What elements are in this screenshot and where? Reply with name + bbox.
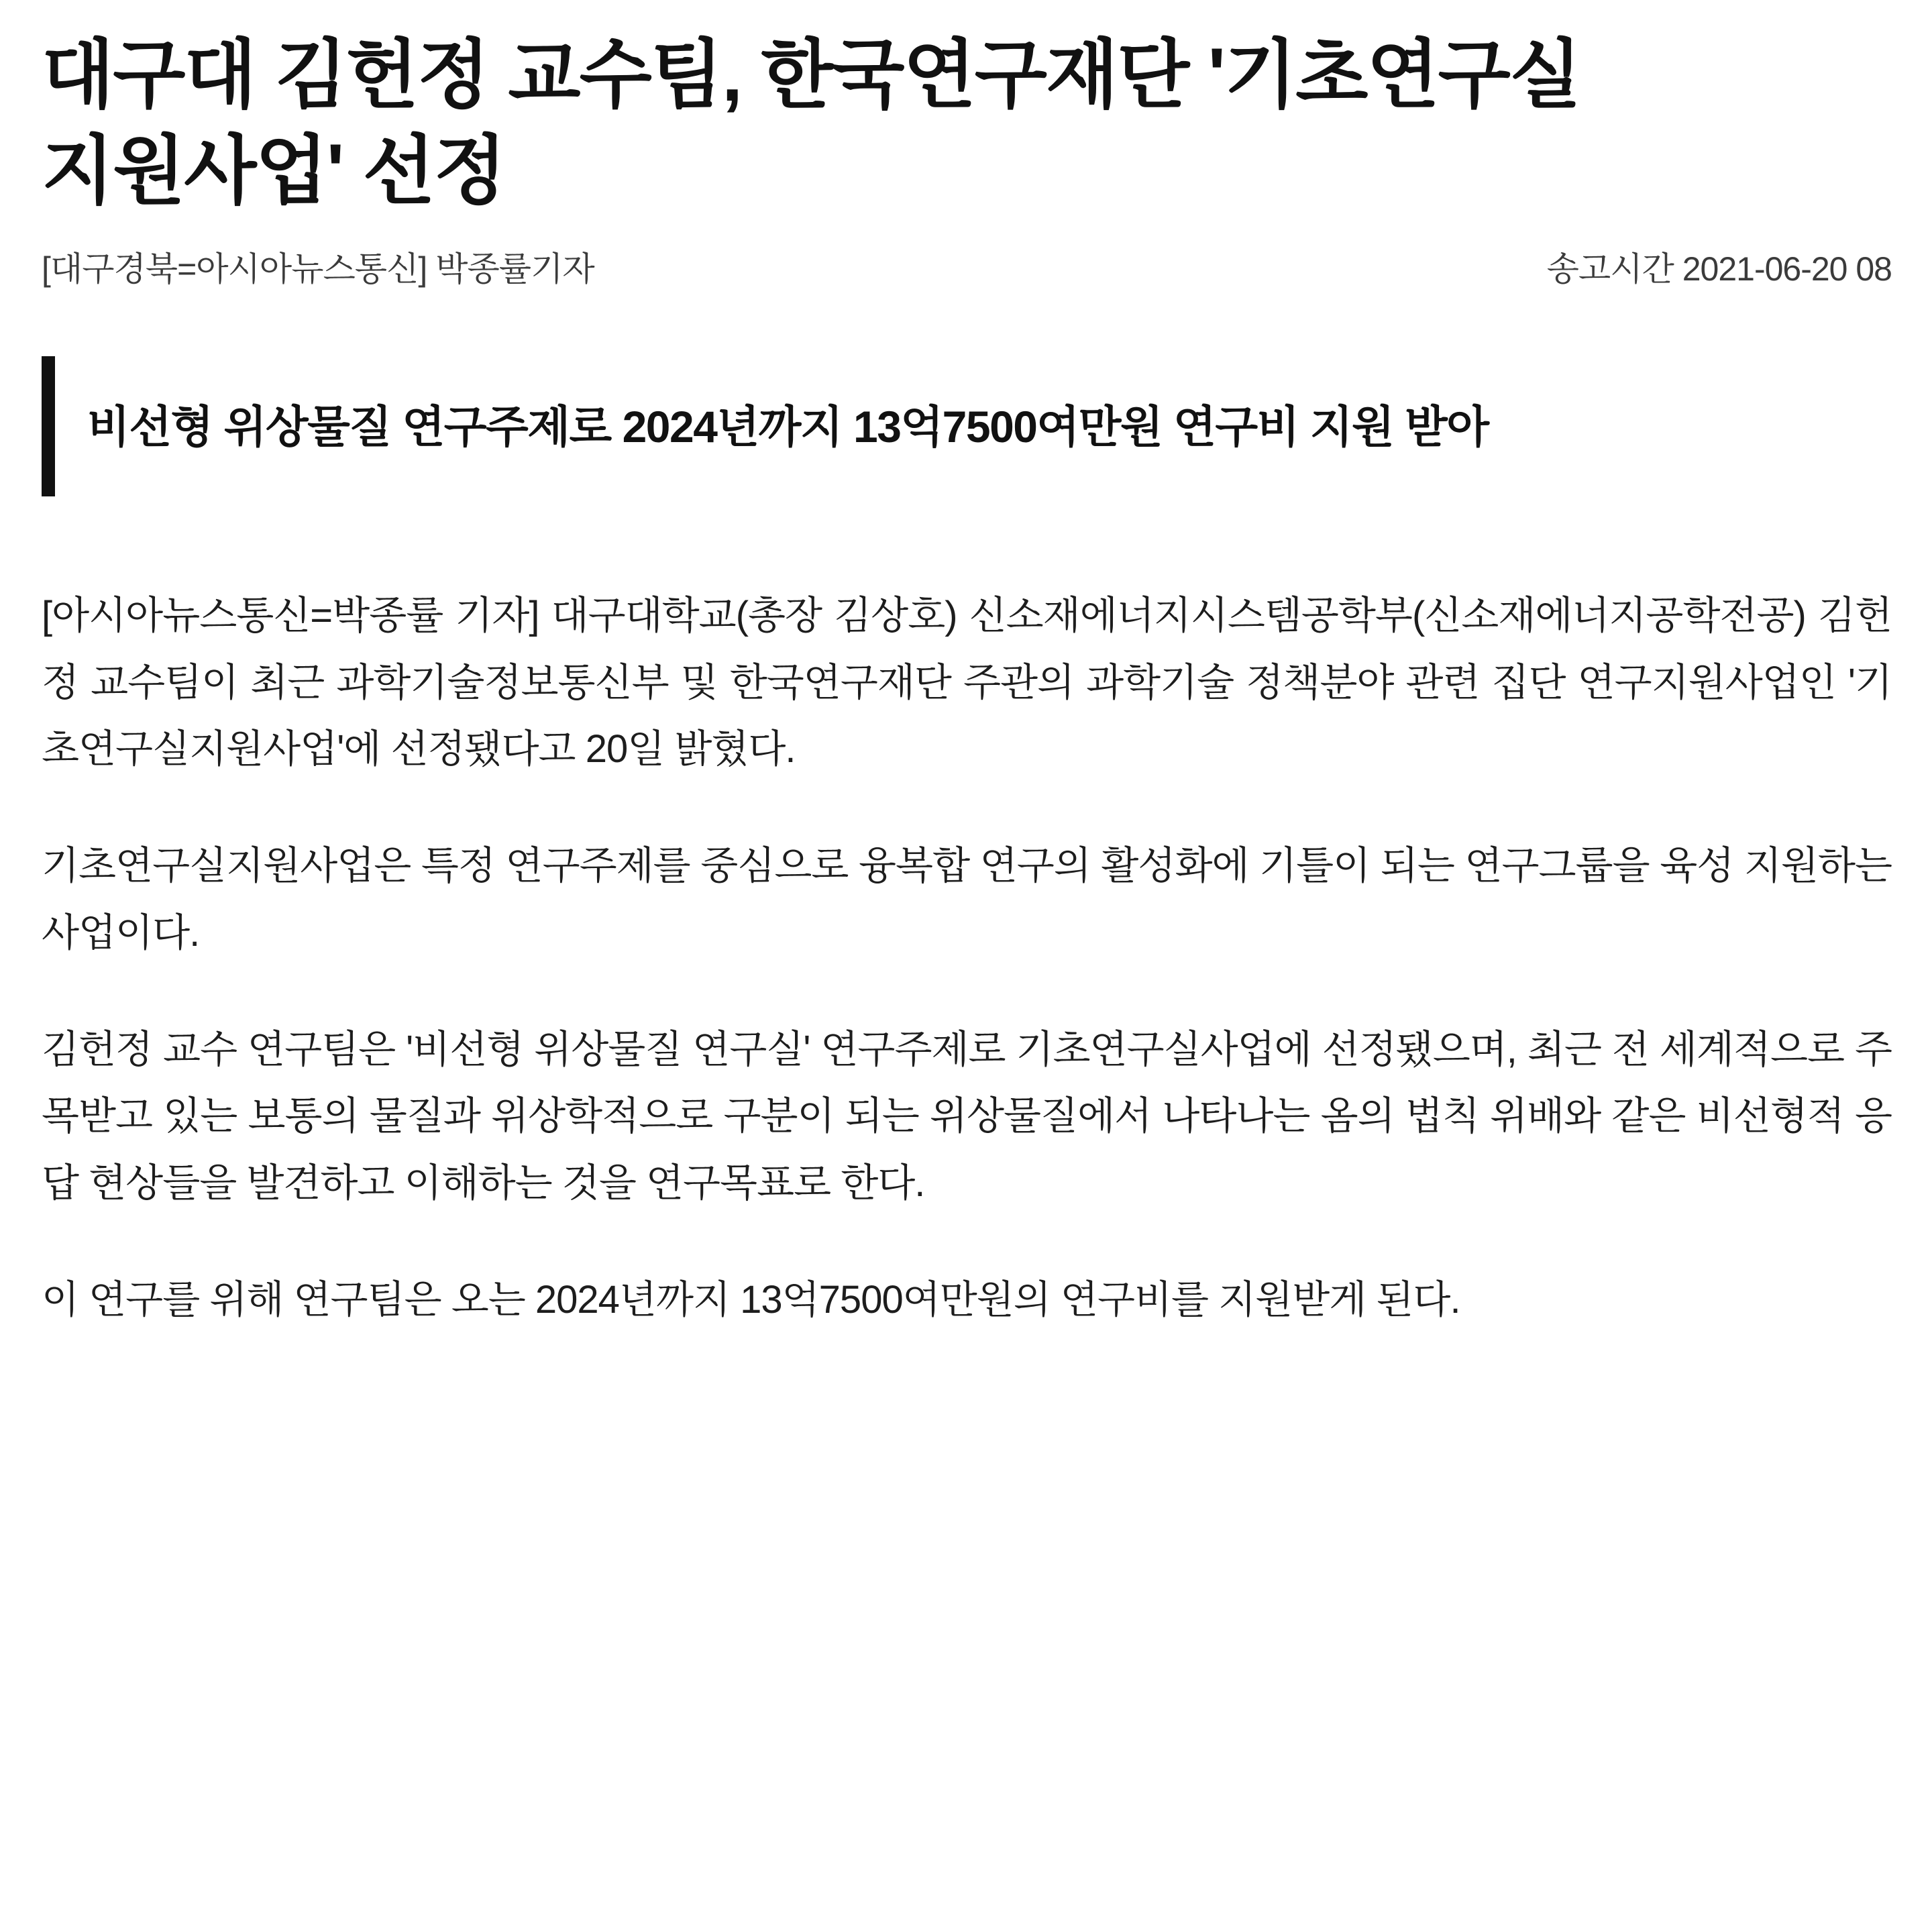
paragraph: 김헌정 교수 연구팀은 '비선형 위상물질 연구실' 연구주제로 기초연구실사업에 선정됐으며, 최근 전 세계적으로 주목받고 있는 보통의 물질과 위상학적으로 구분이 되는 위상물질에서 나타나는 옴의 법칙 위배와 같은 비선형적 응답 현상들을 발견하고 이해하는 것을 연구목표로 한다. [42, 1027, 1892, 1205]
article-body [42, 582, 1892, 1334]
paragraph: [아시아뉴스통신=박종률 기자] 대구대학교(총장 김상호) 신소재에너지시스템공학부(신소재에너지공학전공) 김헌정 교수팀이 최근 과학기술정보통신부 및 한국연구재단 주관의 과학기술 정책분야 관련 집단 연구지원사업인 '기초연구실지원사업'에 선정됐다고 20일 밝혔다. [42, 593, 1892, 771]
byline-row [42, 249, 1892, 289]
subhead-block [42, 356, 1892, 496]
headline-line-2: 지원사업' 선정 [42, 129, 505, 213]
page-title [42, 27, 1892, 219]
timestamp: 송고시간 2021-06-20 08 [1546, 250, 1892, 288]
article-container [0, 27, 1932, 1334]
subhead: 비선형 위상물질 연구주제로 2024년까지 13억7500여만원 연구비 지원 받아 [87, 402, 1489, 452]
paragraph: 기초연구실지원사업은 특정 연구주제를 중심으로 융복합 연구의 활성화에 기틀이 되는 연구그룹을 육성 지원하는 사업이다. [42, 844, 1892, 955]
headline-line-1: 대구대 김헌정 교수팀, 한국연구재단 '기초연구실 [42, 33, 1581, 117]
accent-bar [42, 356, 55, 496]
byline: [대구경북=아시아뉴스통신] 박종률기자 [42, 250, 594, 288]
paragraph: 이 연구를 위해 연구팀은 오는 2024년까지 13억7500여만원의 연구비를 지원받게 된다. [42, 1277, 1460, 1322]
